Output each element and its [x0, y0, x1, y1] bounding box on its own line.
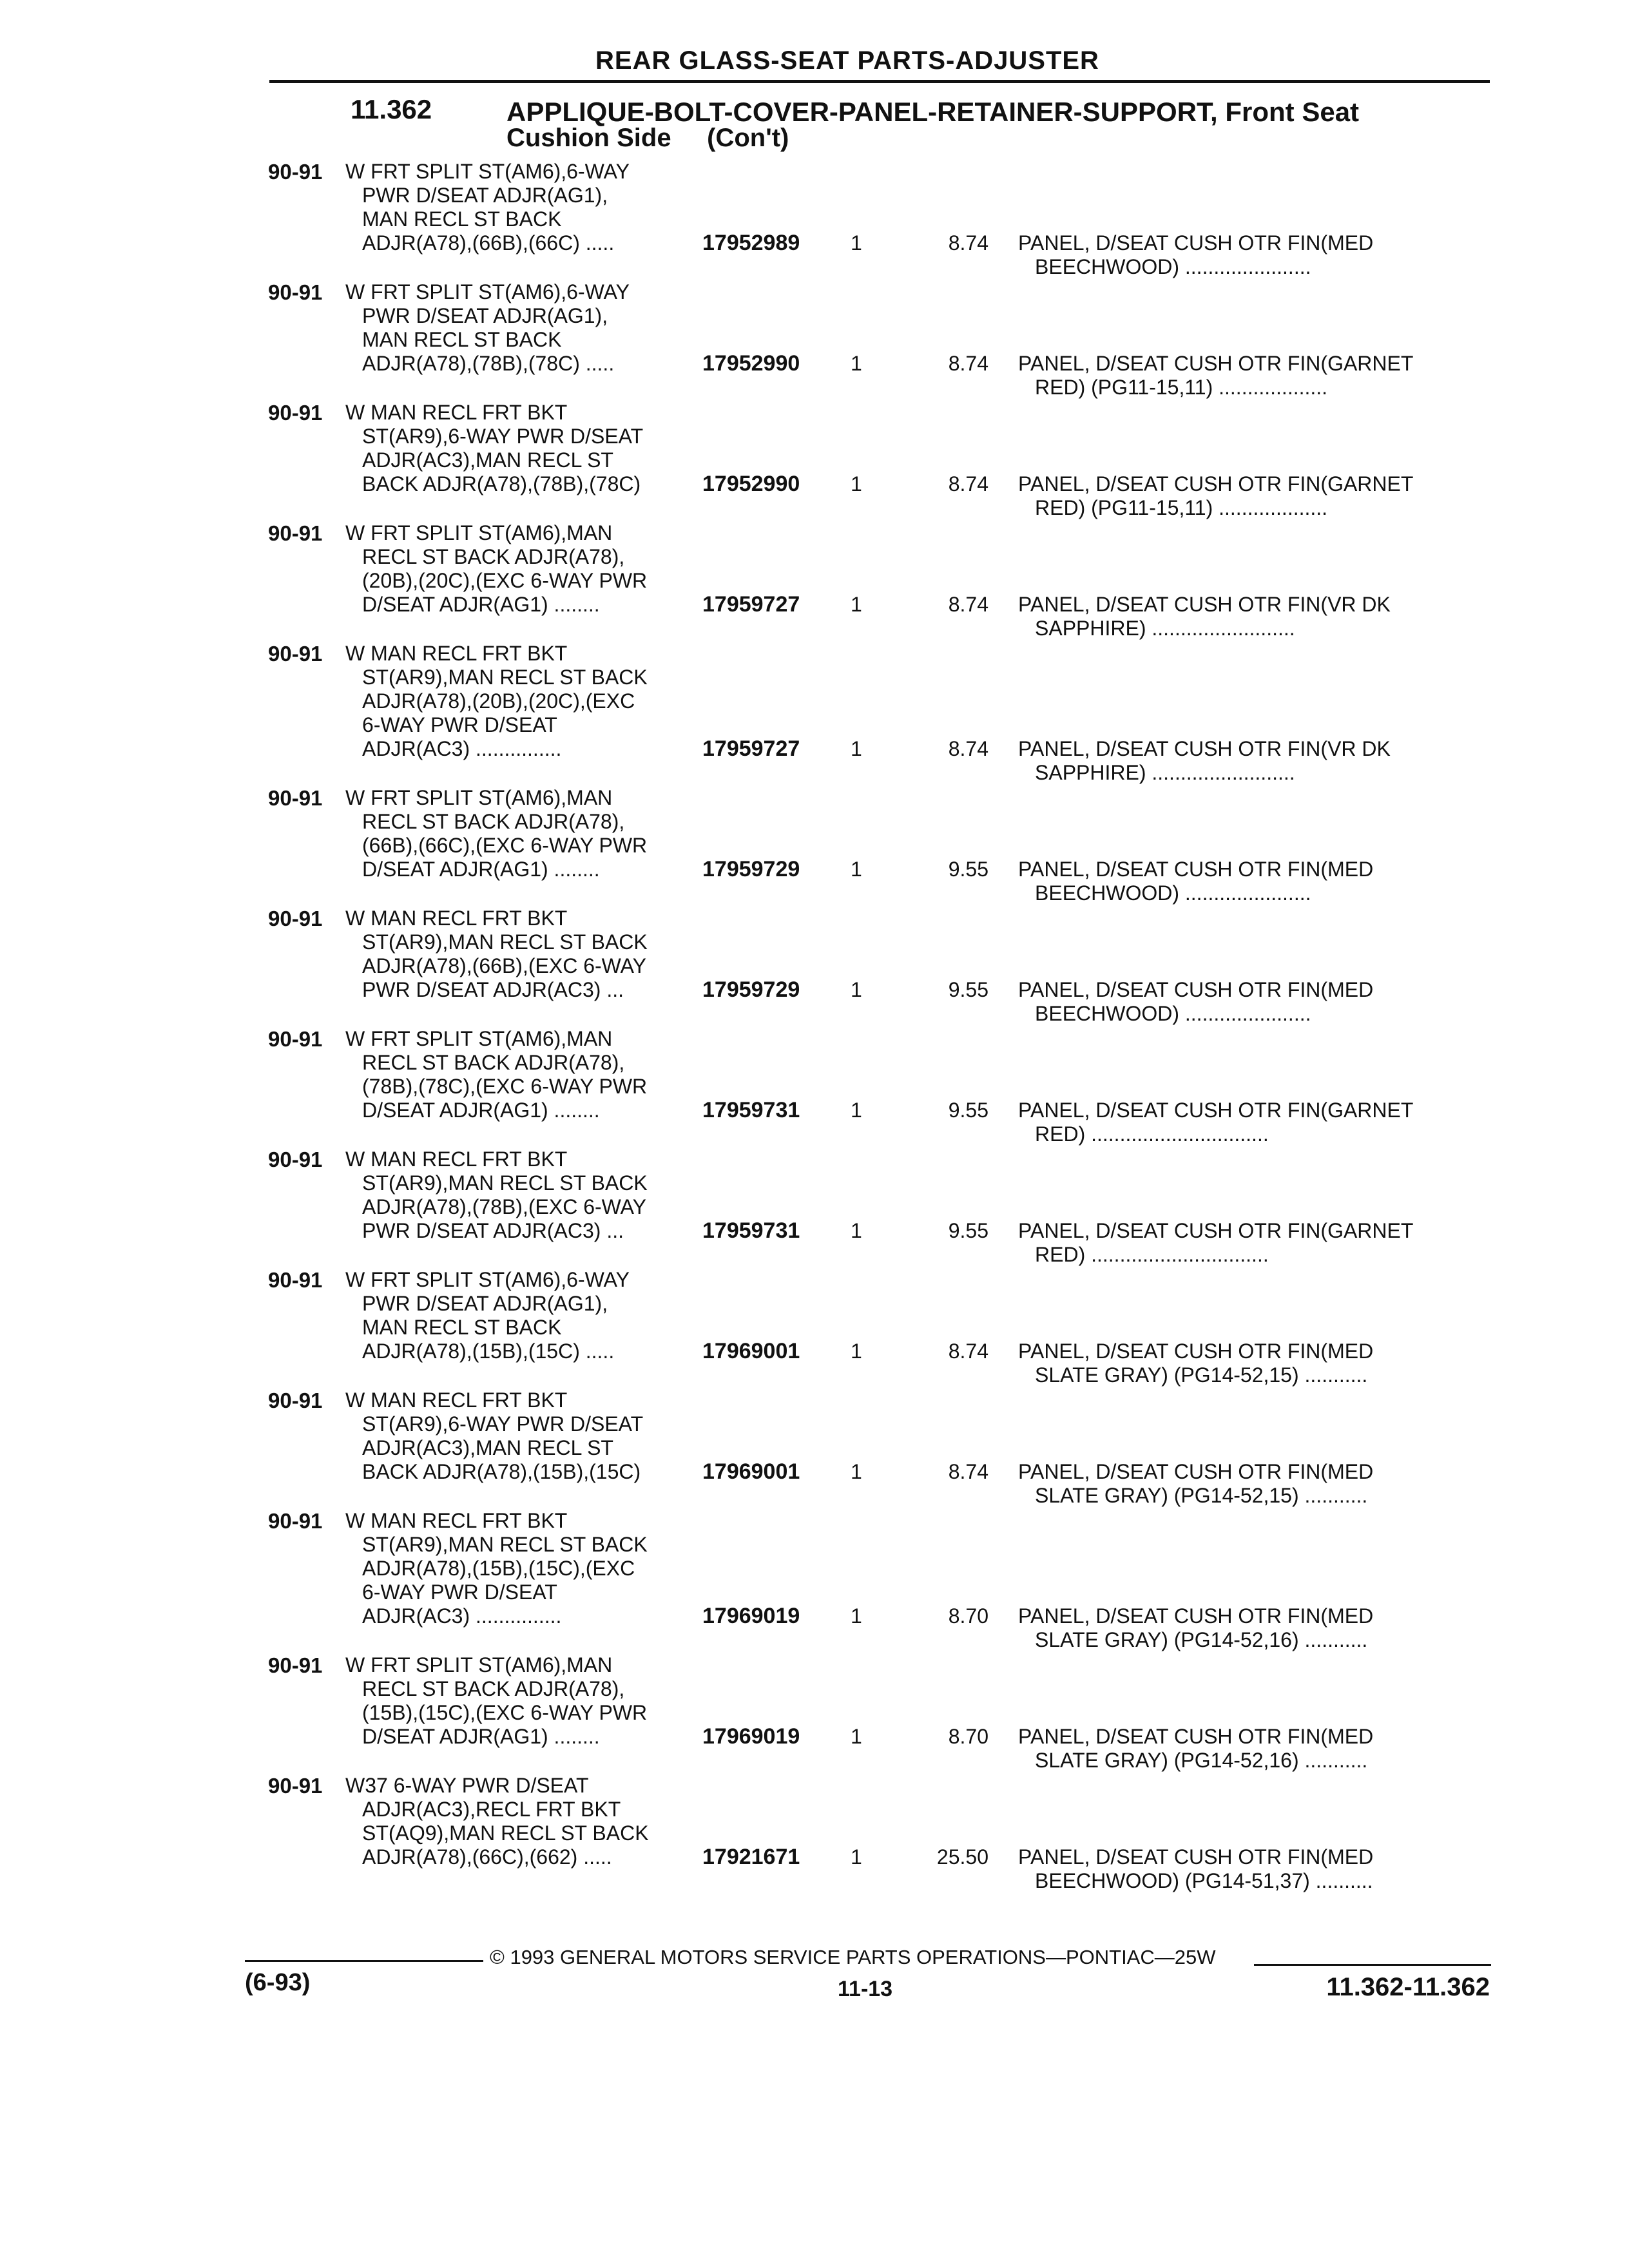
- price: 8.74: [948, 231, 988, 255]
- footer-date-code: (6-93): [245, 1969, 311, 1996]
- usage-line: (15B),(15C),(EXC 6-WAY PWR: [362, 1701, 648, 1724]
- quantity: 1: [851, 352, 862, 375]
- price: 8.74: [948, 593, 988, 616]
- part-description: [1018, 1340, 1495, 1387]
- description-line: BEECHWOOD) ......................: [1035, 881, 1311, 905]
- footer-rule-right: [1254, 1964, 1491, 1966]
- usage-description: [345, 1653, 706, 1749]
- usage-line: PWR D/SEAT ADJR(AC3) ...: [362, 1219, 624, 1242]
- part-number: 17921671: [702, 1845, 800, 1869]
- usage-line: ADJR(AC3),MAN RECL ST: [362, 448, 613, 472]
- section-title-main: APPLIQUE-BOLT-COVER-PANEL-RETAINER-SUPPORT, Front Seat: [506, 97, 1360, 127]
- description-line: BEECHWOOD) (PG14-51,37) ..........: [1035, 1869, 1373, 1892]
- usage-line: ADJR(A78),(66B),(66C) .....: [362, 231, 615, 255]
- description-line: PANEL, D/SEAT CUSH OTR FIN(GARNET: [1018, 1219, 1414, 1242]
- usage-line: MAN RECL ST BACK: [362, 207, 562, 231]
- part-description: [1018, 231, 1495, 279]
- description-line: SLATE GRAY) (PG14-52,15) ...........: [1035, 1484, 1368, 1507]
- description-line: RED) (PG11-15,11) ...................: [1035, 496, 1328, 519]
- usage-line: D/SEAT ADJR(AG1) ........: [362, 593, 600, 616]
- price: 9.55: [948, 858, 988, 881]
- part-description: [1018, 1604, 1495, 1652]
- usage-line: W MAN RECL FRT BKT: [345, 1389, 568, 1412]
- usage-line: ADJR(AC3) ...............: [362, 1604, 562, 1628]
- price: 9.55: [948, 1219, 988, 1242]
- model-year: 90-91: [268, 786, 323, 810]
- part-description: [1018, 1099, 1495, 1146]
- price: 9.55: [948, 978, 988, 1001]
- usage-line: D/SEAT ADJR(AG1) ........: [362, 1725, 600, 1748]
- price: 8.70: [948, 1725, 988, 1748]
- part-description: [1018, 1845, 1495, 1893]
- description-line: PANEL, D/SEAT CUSH OTR FIN(MED: [1018, 1725, 1374, 1748]
- part-number: 17959731: [702, 1098, 800, 1122]
- usage-line: BACK ADJR(A78),(15B),(15C): [362, 1460, 641, 1483]
- section-subtitle: Cushion Side (Con't): [506, 124, 789, 152]
- usage-line: W MAN RECL FRT BKT: [345, 1148, 568, 1171]
- usage-description: [345, 1774, 706, 1869]
- quantity: 1: [851, 593, 862, 616]
- usage-line: W FRT SPLIT ST(AM6),MAN: [345, 521, 613, 544]
- page-header-title: REAR GLASS-SEAT PARTS-ADJUSTER: [595, 46, 1099, 75]
- usage-line: (78B),(78C),(EXC 6-WAY PWR: [362, 1075, 648, 1098]
- usage-line: ST(AR9),MAN RECL ST BACK: [362, 1533, 648, 1556]
- usage-line: ADJR(A78),(66C),(662) .....: [362, 1845, 612, 1869]
- usage-line: ST(AR9),MAN RECL ST BACK: [362, 1171, 648, 1195]
- usage-line: ADJR(AC3),RECL FRT BKT: [362, 1798, 621, 1821]
- model-year: 90-91: [268, 642, 323, 666]
- usage-line: 6-WAY PWR D/SEAT: [362, 1581, 557, 1604]
- quantity: 1: [851, 1725, 862, 1748]
- part-number: 17969001: [702, 1459, 800, 1484]
- quantity: 1: [851, 858, 862, 881]
- footer-copyright: © 1993 GENERAL MOTORS SERVICE PARTS OPERATIONS—PONTIAC—25W: [490, 1946, 1216, 1968]
- part-number: 17959731: [702, 1218, 800, 1243]
- price: 8.74: [948, 1340, 988, 1363]
- usage-line: ADJR(AC3) ...............: [362, 737, 562, 760]
- description-line: PANEL, D/SEAT CUSH OTR FIN(GARNET: [1018, 352, 1414, 375]
- usage-line: ADJR(A78),(66B),(EXC 6-WAY: [362, 954, 646, 977]
- usage-line: (20B),(20C),(EXC 6-WAY PWR: [362, 569, 648, 592]
- usage-description: [345, 1268, 706, 1363]
- quantity: 1: [851, 231, 862, 255]
- usage-line: D/SEAT ADJR(AG1) ........: [362, 1099, 600, 1122]
- usage-line: MAN RECL ST BACK: [362, 328, 562, 351]
- usage-line: W FRT SPLIT ST(AM6),6-WAY: [345, 160, 630, 183]
- quantity: 1: [851, 1845, 862, 1869]
- description-line: PANEL, D/SEAT CUSH OTR FIN(MED: [1018, 231, 1374, 255]
- model-year: 90-91: [268, 1027, 323, 1051]
- usage-line: (66B),(66C),(EXC 6-WAY PWR: [362, 834, 648, 857]
- description-line: PANEL, D/SEAT CUSH OTR FIN(MED: [1018, 1845, 1374, 1869]
- description-line: SAPPHIRE) .........................: [1035, 761, 1295, 784]
- description-line: SLATE GRAY) (PG14-52,16) ...........: [1035, 1628, 1368, 1651]
- part-number: 17952989: [702, 231, 800, 255]
- description-line: SLATE GRAY) (PG14-52,15) ...........: [1035, 1363, 1368, 1387]
- price: 8.74: [948, 737, 988, 760]
- price: 8.74: [948, 352, 988, 375]
- model-year: 90-91: [268, 521, 323, 545]
- part-number: 17969019: [702, 1724, 800, 1749]
- usage-line: W FRT SPLIT ST(AM6),6-WAY: [345, 280, 630, 303]
- model-year: 90-91: [268, 1774, 323, 1798]
- usage-line: ADJR(A78),(15B),(15C) .....: [362, 1340, 615, 1363]
- usage-line: ST(AQ9),MAN RECL ST BACK: [362, 1821, 649, 1845]
- part-number: 17969019: [702, 1604, 800, 1628]
- usage-line: ADJR(AC3),MAN RECL ST: [362, 1436, 613, 1459]
- part-number: 17959729: [702, 977, 800, 1002]
- usage-line: ADJR(A78),(78B),(EXC 6-WAY: [362, 1195, 646, 1218]
- usage-line: RECL ST BACK ADJR(A78),: [362, 1677, 625, 1700]
- usage-line: D/SEAT ADJR(AG1) ........: [362, 858, 600, 881]
- usage-description: [345, 642, 706, 761]
- description-line: BEECHWOOD) ......................: [1035, 255, 1311, 278]
- description-line: RED) ...............................: [1035, 1122, 1269, 1146]
- quantity: 1: [851, 978, 862, 1001]
- quantity: 1: [851, 1099, 862, 1122]
- usage-line: RECL ST BACK ADJR(A78),: [362, 545, 625, 568]
- usage-line: PWR D/SEAT ADJR(AC3) ...: [362, 978, 624, 1001]
- description-line: BEECHWOOD) ......................: [1035, 1002, 1311, 1025]
- usage-line: RECL ST BACK ADJR(A78),: [362, 1051, 625, 1074]
- footer-page-number: 11-13: [838, 1977, 893, 2001]
- model-year: 90-91: [268, 401, 323, 425]
- part-number: 17969001: [702, 1339, 800, 1363]
- part-description: [1018, 1219, 1495, 1267]
- usage-line: 6-WAY PWR D/SEAT: [362, 713, 557, 736]
- model-year: 90-91: [268, 1653, 323, 1677]
- usage-line: W FRT SPLIT ST(AM6),MAN: [345, 786, 613, 809]
- usage-line: BACK ADJR(A78),(78B),(78C): [362, 472, 641, 495]
- usage-description: [345, 160, 706, 255]
- part-description: [1018, 472, 1495, 520]
- usage-line: RECL ST BACK ADJR(A78),: [362, 810, 625, 833]
- description-line: SAPPHIRE) .........................: [1035, 617, 1295, 640]
- usage-line: W MAN RECL FRT BKT: [345, 401, 568, 424]
- description-line: PANEL, D/SEAT CUSH OTR FIN(MED: [1018, 1460, 1374, 1483]
- price: 25.50: [936, 1845, 988, 1869]
- quantity: 1: [851, 1460, 862, 1483]
- part-number: 17959727: [702, 592, 800, 617]
- price: 8.70: [948, 1604, 988, 1628]
- usage-line: W FRT SPLIT ST(AM6),MAN: [345, 1653, 613, 1677]
- description-line: PANEL, D/SEAT CUSH OTR FIN(MED: [1018, 1340, 1374, 1363]
- description-line: PANEL, D/SEAT CUSH OTR FIN(MED: [1018, 858, 1374, 881]
- description-line: SLATE GRAY) (PG14-52,16) ...........: [1035, 1749, 1368, 1772]
- usage-description: [345, 280, 706, 376]
- usage-description: [345, 1509, 706, 1628]
- usage-description: [345, 786, 706, 881]
- quantity: 1: [851, 1219, 862, 1242]
- section-title: [506, 99, 1486, 151]
- part-number: 17959729: [702, 857, 800, 881]
- usage-description: [345, 1148, 706, 1243]
- part-description: [1018, 1725, 1495, 1773]
- usage-line: W MAN RECL FRT BKT: [345, 907, 568, 930]
- footer-section-range: 11.362-11.362: [1326, 1973, 1490, 2001]
- usage-line: ADJR(A78),(78B),(78C) .....: [362, 352, 615, 375]
- usage-line: PWR D/SEAT ADJR(AG1),: [362, 304, 608, 327]
- description-line: PANEL, D/SEAT CUSH OTR FIN(VR DK: [1018, 737, 1391, 760]
- description-line: PANEL, D/SEAT CUSH OTR FIN(GARNET: [1018, 1099, 1414, 1122]
- description-line: PANEL, D/SEAT CUSH OTR FIN(MED: [1018, 978, 1374, 1001]
- usage-description: [345, 1389, 706, 1484]
- quantity: 1: [851, 737, 862, 760]
- section-number: 11.362: [351, 94, 432, 124]
- usage-description: [345, 907, 706, 1002]
- part-description: [1018, 1460, 1495, 1508]
- part-number: 17952990: [702, 472, 800, 496]
- usage-line: ADJR(A78),(15B),(15C),(EXC: [362, 1557, 635, 1580]
- usage-line: W FRT SPLIT ST(AM6),MAN: [345, 1027, 613, 1050]
- usage-line: PWR D/SEAT ADJR(AG1),: [362, 184, 608, 207]
- usage-line: W37 6-WAY PWR D/SEAT: [345, 1774, 589, 1797]
- part-description: [1018, 858, 1495, 905]
- model-year: 90-91: [268, 160, 323, 184]
- usage-line: ST(AR9),6-WAY PWR D/SEAT: [362, 1412, 644, 1436]
- part-number: 17952990: [702, 351, 800, 376]
- model-year: 90-91: [268, 1389, 323, 1412]
- usage-description: [345, 521, 706, 617]
- usage-description: [345, 1027, 706, 1122]
- usage-line: ST(AR9),6-WAY PWR D/SEAT: [362, 425, 644, 448]
- description-line: PANEL, D/SEAT CUSH OTR FIN(VR DK: [1018, 593, 1391, 616]
- description-line: PANEL, D/SEAT CUSH OTR FIN(GARNET: [1018, 472, 1414, 495]
- quantity: 1: [851, 1340, 862, 1363]
- price: 9.55: [948, 1099, 988, 1122]
- price: 8.74: [948, 472, 988, 495]
- usage-line: PWR D/SEAT ADJR(AG1),: [362, 1292, 608, 1315]
- model-year: 90-91: [268, 1148, 323, 1171]
- model-year: 90-91: [268, 1268, 323, 1292]
- part-description: [1018, 593, 1495, 640]
- quantity: 1: [851, 472, 862, 495]
- price: 8.74: [948, 1460, 988, 1483]
- usage-line: W FRT SPLIT ST(AM6),6-WAY: [345, 1268, 630, 1291]
- quantity: 1: [851, 1604, 862, 1628]
- usage-line: W MAN RECL FRT BKT: [345, 1509, 568, 1532]
- header-rule: [269, 80, 1490, 83]
- description-line: RED) (PG11-15,11) ...................: [1035, 376, 1328, 399]
- usage-line: W MAN RECL FRT BKT: [345, 642, 568, 665]
- model-year: 90-91: [268, 907, 323, 930]
- usage-line: ST(AR9),MAN RECL ST BACK: [362, 666, 648, 689]
- usage-line: ADJR(A78),(20B),(20C),(EXC: [362, 689, 635, 713]
- description-line: RED) ...............................: [1035, 1243, 1269, 1266]
- part-description: [1018, 737, 1495, 785]
- part-number: 17959727: [702, 736, 800, 761]
- model-year: 90-91: [268, 280, 323, 304]
- footer-rule-left: [245, 1960, 483, 1962]
- description-line: PANEL, D/SEAT CUSH OTR FIN(MED: [1018, 1604, 1374, 1628]
- usage-line: ST(AR9),MAN RECL ST BACK: [362, 930, 648, 954]
- model-year: 90-91: [268, 1509, 323, 1533]
- part-description: [1018, 978, 1495, 1026]
- usage-description: [345, 401, 706, 496]
- part-description: [1018, 352, 1495, 399]
- usage-line: MAN RECL ST BACK: [362, 1316, 562, 1339]
